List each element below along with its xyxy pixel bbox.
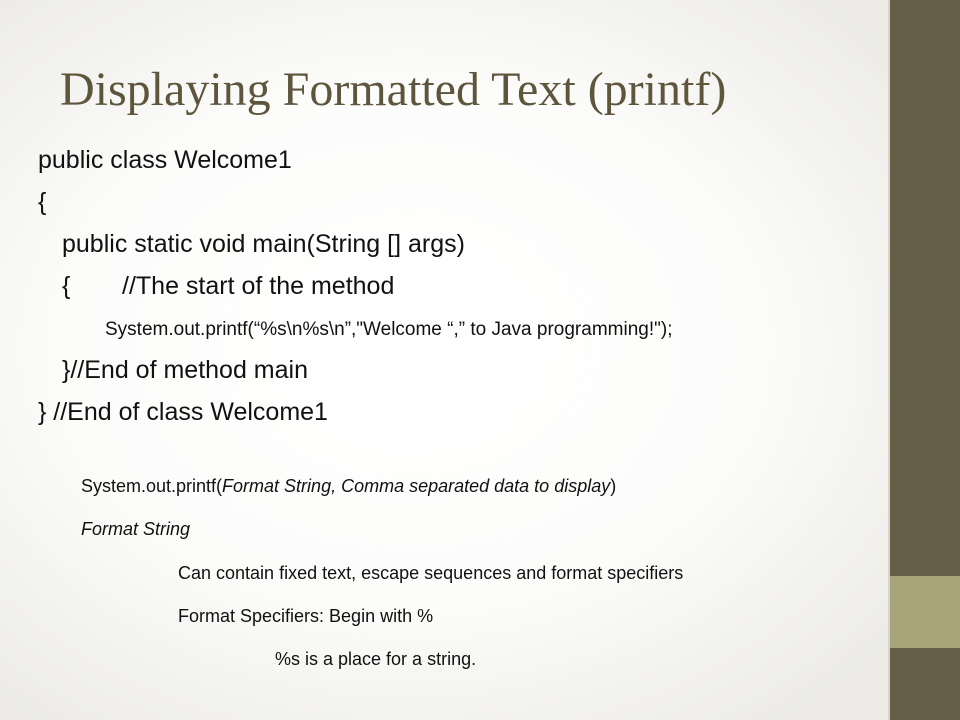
code-line-class-declaration: public class Welcome1	[38, 146, 292, 174]
printf-syntax-prefix: System.out.printf(	[81, 476, 223, 496]
code-line-method-open-brace: {	[62, 272, 71, 300]
format-string-description: Can contain fixed text, escape sequences and format specifiers	[178, 563, 684, 583]
code-line-main-declaration: public static void main(String [] args)	[62, 230, 465, 258]
code-line-class-open-brace: {	[38, 188, 47, 216]
percent-s-note: %s is a place for a string.	[275, 649, 477, 669]
format-string-heading-text: Format String	[81, 519, 191, 539]
slide-title: Displaying Formatted Text (printf)	[60, 63, 727, 116]
printf-syntax-suffix: )	[610, 476, 617, 496]
printf-syntax-note	[81, 476, 616, 497]
format-string-heading	[81, 519, 190, 540]
decorative-sidebar-accent	[890, 576, 960, 648]
code-line-class-close-brace: } //End of class Welcome1	[38, 398, 328, 426]
code-line-method-close-brace: }//End of method main	[62, 356, 308, 384]
code-line-printf-call: System.out.printf(“%s\n%s\n”,"Welcome “,” to Java programming!");	[105, 319, 673, 340]
format-specifiers-note: Format Specifiers: Begin with %	[178, 606, 434, 626]
code-line-method-start-comment: //The start of the method	[122, 272, 395, 300]
printf-syntax-params: Format String, Comma separated data to display	[222, 476, 611, 496]
